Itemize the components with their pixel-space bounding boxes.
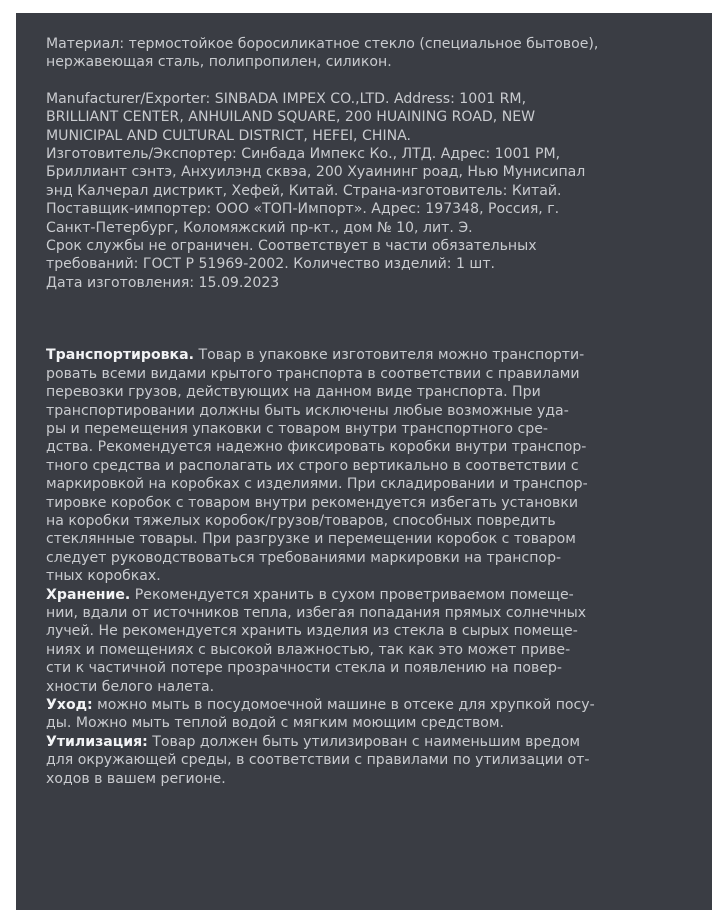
text-line: транспортировании должны быть исключены любые возможные уда- bbox=[46, 402, 569, 419]
text-run: Товар в упаковке изготовителя можно транспорти- bbox=[193, 347, 585, 364]
text-line: ры и перемещения упаковки с товаром внутри транспортного сре- bbox=[46, 420, 548, 437]
text-line: ровать всеми видами крытого транспорта в соответствии с правилами bbox=[46, 365, 580, 382]
text-run: можно мыть в посудомоечной машине в отсеке для хрупкой посу- bbox=[92, 697, 595, 713]
text-line bbox=[46, 586, 682, 604]
text-line: Материал: термостойкое боросиликатное стекло (специальное бытовое), bbox=[46, 36, 599, 52]
text-line: маркировкой на коробках с изделиями. При складировании и транспор- bbox=[46, 476, 588, 493]
text-line: BRILLIANT CENTER, ANHUILAND SQUARE, 200 HUAINING ROAD, NEW bbox=[46, 109, 536, 126]
section-heading: Хранение. bbox=[46, 586, 131, 603]
text-line: Бриллиант сэнтэ, Анхуилэнд сквэа, 200 Хуаининг роад, Нью Мунисипал bbox=[46, 164, 586, 181]
text-line bbox=[46, 696, 682, 714]
text-line bbox=[46, 346, 682, 364]
text-line: тировке коробок с товаром внутри рекомендуется избегать установки bbox=[46, 494, 579, 511]
text-line: ниях и помещениях с высокой влажностью, так как это может приве- bbox=[46, 641, 571, 658]
text-line: тных коробках. bbox=[46, 568, 161, 585]
text-line: Поставщик-импортер: ООО «ТОП-Импорт». Адрес: 197348, Россия, г. bbox=[46, 201, 560, 218]
spacer bbox=[46, 72, 682, 90]
text-line: нии, вдали от источников тепла, избегая попадания прямых солнечных bbox=[46, 604, 587, 621]
text-run: Товар должен быть утилизирован с наименьшим вредом bbox=[147, 733, 581, 750]
text-line: MUNICIPAL AND CULTURAL DISTRICT, HEFEI, CHINA. bbox=[46, 127, 412, 144]
text-line: нержавеющая сталь, полипропилен, силикон. bbox=[46, 54, 392, 71]
text-line: тного средства и располагать их строго вертикально в соответствии с bbox=[46, 457, 579, 474]
care-section bbox=[46, 696, 682, 733]
text-line: Срок службы не ограничен. Соответствует в части обязательных bbox=[46, 238, 537, 255]
text-line: для окружающей среды, в соответствии с правилами по утилизации от- bbox=[46, 752, 590, 769]
text-line: ды. Можно мыть теплой водой с мягким моющим средством. bbox=[46, 715, 504, 732]
text-line: хности белого налета. bbox=[46, 678, 215, 695]
text-line: перевозки грузов, действующих на данном виде транспорта. При bbox=[46, 384, 541, 401]
text-line: следует руководствоваться требованиями маркировки на транспор- bbox=[46, 549, 562, 566]
text-line: требований: ГОСТ Р 51969-2002. Количество изделий: 1 шт. bbox=[46, 256, 496, 273]
manufacturer-block bbox=[46, 90, 682, 292]
text-line: Изготовитель/Экспортер: Синбада Импекс Ко., ЛТД. Адрес: 1001 РМ, bbox=[46, 146, 561, 163]
text-line: сти к частичной потере прозрачности стекла и появлению на повер- bbox=[46, 660, 563, 677]
text-line: Дата изготовления: 15.09.2023 bbox=[46, 274, 280, 291]
section-heading: Утилизация: bbox=[46, 733, 148, 750]
section-heading: Уход: bbox=[46, 697, 93, 713]
disposal-section bbox=[46, 733, 682, 788]
label-panel bbox=[16, 13, 712, 910]
text-line: ходов в вашем регионе. bbox=[46, 770, 226, 787]
text-line: лучей. Не рекомендуется хранить изделия из стекла в сырых помеще- bbox=[46, 623, 578, 640]
section-heading: Транспортировка. bbox=[46, 347, 194, 364]
text-line: стеклянные товары. При разгрузке и перемещении коробок с товаром bbox=[46, 531, 576, 548]
text-line bbox=[46, 733, 682, 751]
material-block bbox=[46, 35, 682, 72]
text-line: Санкт-Петербург, Коломяжский пр-кт., дом № 10, лит. Э. bbox=[46, 219, 473, 236]
text-line: дства. Рекомендуется надежно фиксировать коробки внутри транспор- bbox=[46, 439, 587, 456]
spacer bbox=[46, 292, 682, 346]
text-line: Manufacturer/Exporter: SINBADA IMPEX CO.,LTD. Address: 1001 RM, bbox=[46, 90, 527, 107]
storage-section bbox=[46, 586, 682, 696]
text-line: на коробки тяжелых коробок/грузов/товаров, способных повредить bbox=[46, 512, 556, 529]
text-run: Рекомендуется хранить в сухом проветриваемом помеще- bbox=[130, 586, 574, 603]
transport-section bbox=[46, 346, 682, 585]
text-line: энд Калчерал дистрикт, Хефей, Китай. Страна-изготовитель: Китай. bbox=[46, 182, 562, 199]
